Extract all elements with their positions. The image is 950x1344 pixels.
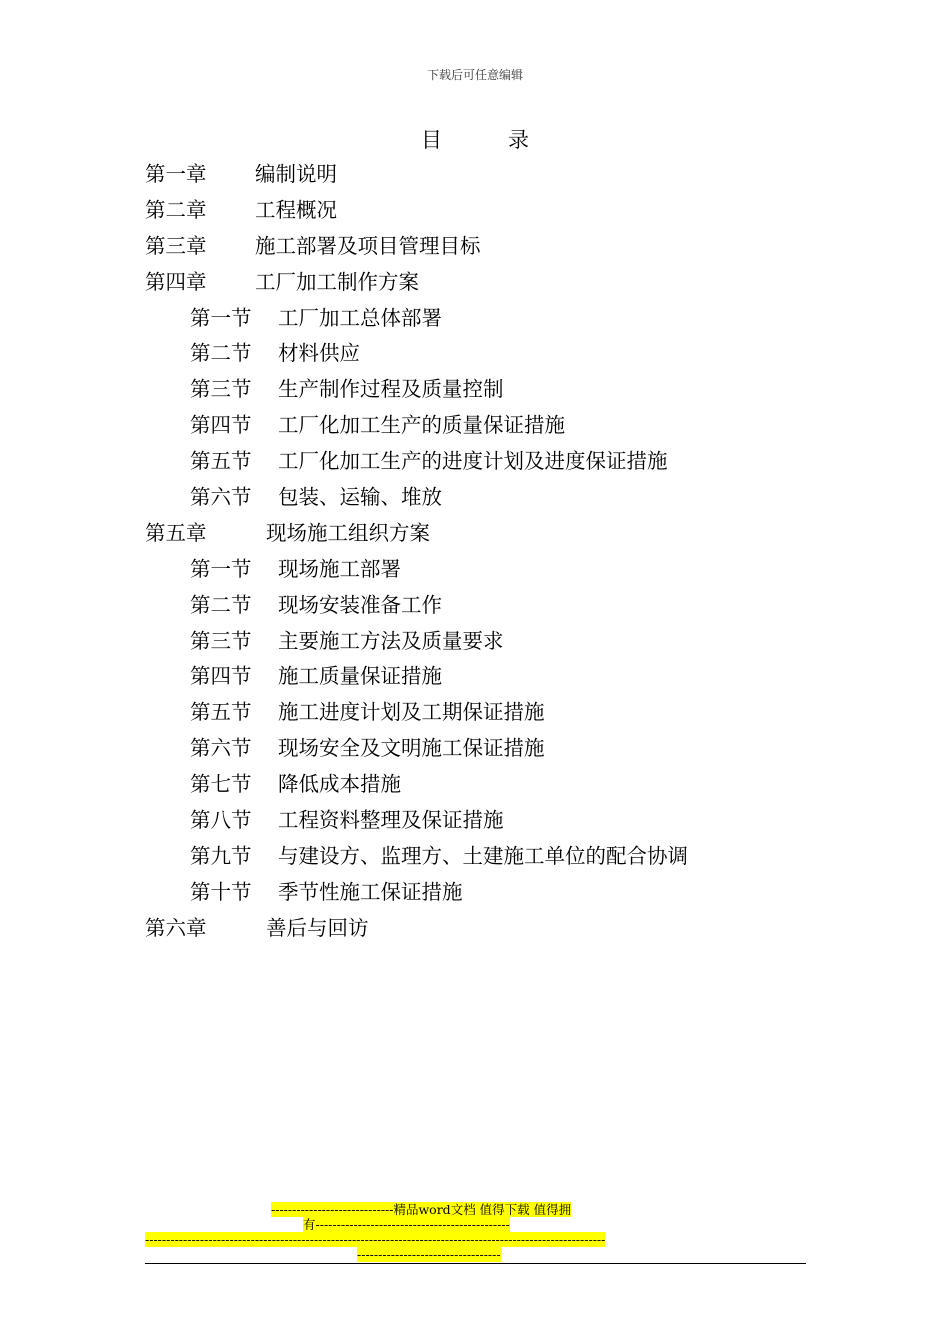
toc-chapter-entry bbox=[145, 911, 845, 947]
toc-section-entry bbox=[145, 875, 845, 911]
toc-entry-title: 工厂加工制作方案 bbox=[255, 269, 419, 294]
toc-section-entry bbox=[145, 480, 845, 516]
toc-section-entry bbox=[145, 695, 845, 731]
toc-entry-number: 第三节 bbox=[190, 377, 252, 402]
toc-entry-number: 第六章 bbox=[145, 915, 207, 940]
toc-entry-number: 第四节 bbox=[190, 664, 252, 689]
toc-title-right: 录 bbox=[508, 128, 529, 152]
toc-section-entry bbox=[145, 552, 845, 588]
toc-entry-title: 现场施工组织方案 bbox=[266, 520, 430, 545]
toc-entry-number: 第二章 bbox=[145, 197, 207, 222]
footer-line-1: -----------------------------精品word文档 值得下载 值得拥 bbox=[271, 1202, 572, 1217]
toc-entry-number: 第五节 bbox=[190, 449, 252, 474]
toc-entry-number: 第二节 bbox=[190, 592, 252, 617]
toc-entry-number: 第八节 bbox=[190, 808, 252, 833]
toc-entry-title: 降低成本措施 bbox=[278, 772, 401, 797]
toc-chapter-entry bbox=[145, 229, 845, 265]
toc-entry-number: 第五节 bbox=[190, 700, 252, 725]
toc-section-entry bbox=[145, 336, 845, 372]
toc-chapter-entry bbox=[145, 193, 845, 229]
footer-banner bbox=[145, 1202, 806, 1262]
toc-entry-number: 第六节 bbox=[190, 485, 252, 510]
table-of-contents bbox=[145, 157, 845, 947]
toc-entry-number: 第二节 bbox=[190, 341, 252, 366]
footer-rule bbox=[145, 1263, 806, 1264]
toc-entry-number: 第六节 bbox=[190, 736, 252, 761]
footer-line-4: ---------------------------------- bbox=[357, 1247, 501, 1262]
toc-entry-number: 第五章 bbox=[145, 520, 207, 545]
footer-line-2: 有---------------------------------------------- bbox=[303, 1217, 510, 1232]
toc-entry-title: 主要施工方法及质量要求 bbox=[278, 628, 504, 653]
toc-section-entry bbox=[145, 372, 845, 408]
toc-entry-number: 第七节 bbox=[190, 772, 252, 797]
toc-section-entry bbox=[145, 731, 845, 767]
toc-section-entry bbox=[145, 839, 845, 875]
toc-entry-number: 第四章 bbox=[145, 269, 207, 294]
toc-entry-number: 第三章 bbox=[145, 233, 207, 258]
toc-entry-number: 第四节 bbox=[190, 413, 252, 438]
toc-entry-title: 善后与回访 bbox=[266, 915, 369, 940]
toc-section-entry bbox=[145, 659, 845, 695]
toc-entry-title: 施工质量保证措施 bbox=[278, 664, 442, 689]
toc-entry-title: 生产制作过程及质量控制 bbox=[278, 377, 504, 402]
toc-chapter-entry bbox=[145, 157, 845, 193]
toc-section-entry bbox=[145, 624, 845, 660]
toc-section-entry bbox=[145, 803, 845, 839]
toc-entry-title: 工程资料整理及保证措施 bbox=[278, 808, 504, 833]
toc-entry-title: 与建设方、监理方、土建施工单位的配合协调 bbox=[278, 843, 688, 868]
toc-title-left: 目 bbox=[421, 128, 442, 152]
page-header: 下载后可任意编辑 bbox=[426, 68, 523, 82]
toc-entry-number: 第九节 bbox=[190, 843, 252, 868]
toc-entry-title: 材料供应 bbox=[278, 341, 360, 366]
toc-chapter-entry bbox=[145, 516, 845, 552]
toc-entry-number: 第十节 bbox=[190, 879, 252, 904]
toc-section-entry bbox=[145, 588, 845, 624]
toc-entry-title: 施工部署及项目管理目标 bbox=[255, 233, 481, 258]
toc-entry-title: 包装、运输、堆放 bbox=[278, 485, 442, 510]
toc-entry-title: 工程概况 bbox=[255, 197, 337, 222]
toc-entry-title: 季节性施工保证措施 bbox=[278, 879, 463, 904]
toc-section-entry bbox=[145, 408, 845, 444]
toc-chapter-entry bbox=[145, 265, 845, 301]
toc-entry-number: 第三节 bbox=[190, 628, 252, 653]
toc-entry-title: 现场安装准备工作 bbox=[278, 592, 442, 617]
toc-section-entry bbox=[145, 444, 845, 480]
toc-entry-title: 编制说明 bbox=[255, 162, 337, 186]
toc-entry-number: 第一节 bbox=[190, 556, 252, 581]
toc-entry-title: 现场施工部署 bbox=[278, 556, 401, 581]
toc-section-entry bbox=[145, 301, 845, 337]
toc-entry-title: 工厂加工总体部署 bbox=[278, 305, 442, 330]
toc-entry-title: 现场安全及文明施工保证措施 bbox=[278, 736, 545, 761]
toc-entry-title: 施工进度计划及工期保证措施 bbox=[278, 700, 545, 725]
toc-entry-title: 工厂化加工生产的质量保证措施 bbox=[278, 413, 565, 438]
footer-line-3: ------------------------------------------------------------------------------------------------------------- bbox=[145, 1232, 606, 1247]
toc-title bbox=[0, 124, 950, 154]
toc-entry-number: 第一节 bbox=[190, 305, 252, 330]
toc-entry-title: 工厂化加工生产的进度计划及进度保证措施 bbox=[278, 449, 668, 474]
toc-entry-number: 第一章 bbox=[145, 162, 207, 186]
toc-section-entry bbox=[145, 767, 845, 803]
